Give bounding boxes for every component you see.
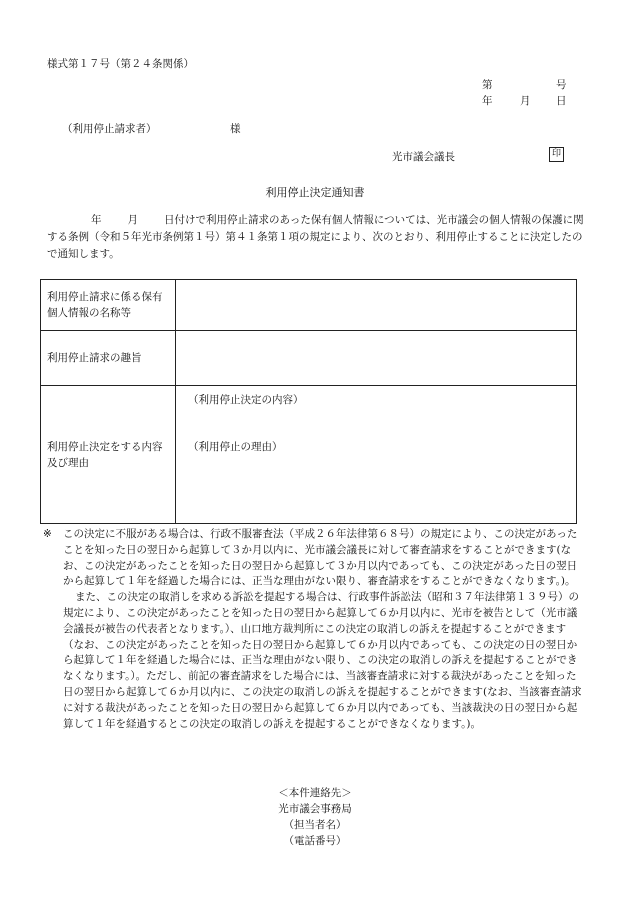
issuer-name: 光市議会議長	[392, 151, 455, 163]
honorific: 様	[230, 123, 241, 135]
requester-label: （利用停止請求者）	[62, 123, 157, 135]
note-appeal-text: この決定に不服がある場合は、行政不服審査法（平成２６年法律第６８号）の規定により、この決定があったことを知った日の翌日から起算して３か月以内に、光市議会議長に対して審査請求をすることができます(なお、この決定があったことを知った日の翌日から起算して３か月以内であっても、この決定があった日の翌日から起算して１年を経過した場合には、正当な理由がない限り、審査請求をすることができなくなります。)。	[63, 528, 578, 588]
note-lawsuit: また、この決定の取消しを求める訴訟を提起する場合は、行政事件訴訟法（昭和３７年法律第１３９号）の規定により、この決定があったことを知った日の翌日から起算して６か月以内に、光市を被告として（光市議会議長が被告の代表者となります。）、山口地方裁判所にこの決定の取消しの訴えを提起することができます（なお、この決定があったことを知った日の翌日から起算して６か月以内であっても、この決定の日の翌日から起算して１年を経過した場合には、正当な理由がない限り、この決定の取消しの訴えを提起することができなくなります。）。ただし、前記の審査請求をした場合には、当該審査請求に対する裁決があったことを知った日の翌日から起算して６か月以内に、この決定の取消しの訴えを提起することができます(なお、当該審査請求に対する裁決があったことを知った日の翌日から起算して６か月以内であっても、当該裁決の日の翌日から起算して１年を経過するとこの決定の取消しの訴えを提起することができなくなります。)。	[63, 591, 582, 730]
note-appeal	[43, 527, 587, 590]
decision-table	[40, 279, 577, 524]
form-number: 様式第１７号（第２４条関係）	[47, 58, 194, 70]
intro-year-label: 年	[91, 214, 102, 226]
row-label-info-name: 利用停止請求に係る保有個人情報の名称等	[41, 280, 176, 331]
date-month-label: 月	[520, 95, 531, 107]
row-label-decision-reason: 利用停止決定をする内容及び理由	[41, 386, 176, 524]
notes-section	[43, 527, 587, 732]
document-number-suffix: 号	[556, 79, 567, 91]
suspension-reason-label: （利用停止の理由）	[188, 441, 283, 453]
contact-block	[0, 785, 630, 849]
date-day-label: 日	[556, 95, 567, 107]
table-row	[41, 386, 577, 524]
document-title: 利用停止決定通知書	[265, 186, 365, 199]
document-number-prefix: 第	[482, 79, 493, 91]
contact-office: 光市議会事務局	[278, 803, 352, 815]
date-year-label: 年	[482, 95, 493, 107]
table-row	[41, 280, 577, 331]
contact-heading: ＜本件連絡先＞	[278, 787, 352, 799]
row-label-request-purpose: 利用停止請求の趣旨	[41, 331, 176, 386]
seal-icon: 印	[549, 147, 564, 162]
row-value-request-purpose	[176, 331, 577, 386]
intro-text: 日付けで利用停止請求のあった保有個人情報については、光市議会の個人情報の保護に関する条例（令和５年光市条例第１号）第４１条第１項の規定により、次のとおり、利用停止することに決定したので通知します。	[47, 214, 584, 260]
note-mark: ※	[43, 528, 52, 540]
intro-month-label: 月	[127, 214, 138, 226]
intro-paragraph	[47, 212, 584, 263]
row-value-decision-reason	[176, 386, 577, 524]
decision-content-label: （利用停止決定の内容）	[188, 394, 304, 406]
table-row	[41, 331, 577, 386]
contact-phone: （電話番号）	[283, 835, 347, 847]
row-value-info-name	[176, 280, 577, 331]
contact-person: （担当者名）	[283, 819, 347, 831]
